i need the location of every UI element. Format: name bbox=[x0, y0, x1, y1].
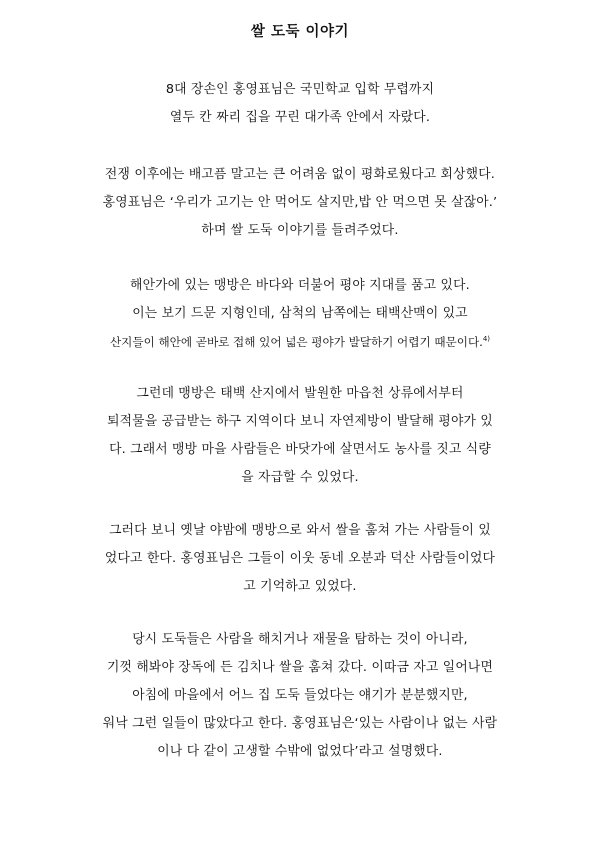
text-line: 전쟁 이후에는 배고픔 말고는 큰 어려움 없이 평화로웠다고 회상했다. bbox=[104, 167, 496, 182]
text-line: 해안가에 있는 맹방은 바다와 더불어 평야 지대를 품고 있다. bbox=[130, 278, 470, 293]
text-line: 이는 보기 드문 지형인데, 삼척의 남쪽에는 태백산맥이 있고 bbox=[132, 306, 468, 321]
text-line: 고 기억하고 있었다. bbox=[243, 579, 357, 594]
paragraph-thieves bbox=[60, 517, 540, 601]
text-line: 그러다 보니 옛날 야밤에 맹방으로 와서 쌀을 훔쳐 가는 사람들이 있 bbox=[109, 523, 491, 538]
text-line: 8대 장손인 홍영표님은 국민학교 입학 무렵까지 bbox=[165, 82, 435, 97]
text-line: 열두 칸 짜리 집을 꾸린 대가족 안에서 자랐다. bbox=[169, 110, 431, 125]
paragraph-childhood bbox=[60, 76, 540, 132]
text-line: 홍영표님은 ‘우리가 고기는 안 먹어도 살지만,밥 안 먹으면 못 살잖아.’ bbox=[102, 195, 498, 210]
text-line: 하며 쌀 도둑 이야기를 들려주었다. bbox=[201, 223, 399, 238]
text-line: 아침에 마을에서 어느 집 도둑 들었다는 얘기가 분분했지만, bbox=[132, 688, 468, 703]
text-line: 그런데 맹방은 태백 산지에서 발원한 마읍천 상류에서부터 bbox=[136, 386, 464, 401]
text-line: 을 자급할 수 있었다. bbox=[241, 470, 359, 485]
text-line: 퇴적물을 공급받는 하구 지역이다 보니 자연제방이 발달해 평야가 있 bbox=[107, 414, 493, 429]
paragraph-hardship bbox=[60, 626, 540, 766]
paragraph-plains bbox=[60, 380, 540, 492]
page-title: 쌀 도둑 이야기 bbox=[250, 24, 350, 40]
text-line: 었다고 한다. 홍영표님은 그들이 이웃 동네 오분과 덕산 사람들이었다 bbox=[104, 551, 496, 566]
paragraph-after-war bbox=[60, 161, 540, 245]
text-line: 이나 다 같이 고생할 수밖에 없었다’라고 설명했다. bbox=[157, 744, 443, 759]
text-line-with-footnote bbox=[60, 328, 540, 356]
text-line: 워낙 그런 일들이 많았다고 한다. 홍영표님은‘있는 사람이나 없는 사람 bbox=[102, 716, 498, 731]
footnote-marker[interactable]: 4) bbox=[482, 335, 491, 344]
paragraph-geography bbox=[60, 272, 540, 356]
text-line: 기껏 해봐야 장독에 든 김치나 쌀을 훔쳐 갔다. 이따금 자고 일어나면 bbox=[106, 660, 494, 675]
text-line: 산지들이 해안에 곧바로 접해 있어 넓은 평야가 발달하기 어렵기 때문이다. bbox=[109, 335, 483, 349]
text-line: 다. 그래서 맹방 마을 사람들은 바닷가에 살면서도 농사를 짓고 식량 bbox=[109, 442, 491, 457]
text-line: 당시 도둑들은 사람을 해치거나 재물을 탐하는 것이 아니라, bbox=[132, 632, 468, 647]
